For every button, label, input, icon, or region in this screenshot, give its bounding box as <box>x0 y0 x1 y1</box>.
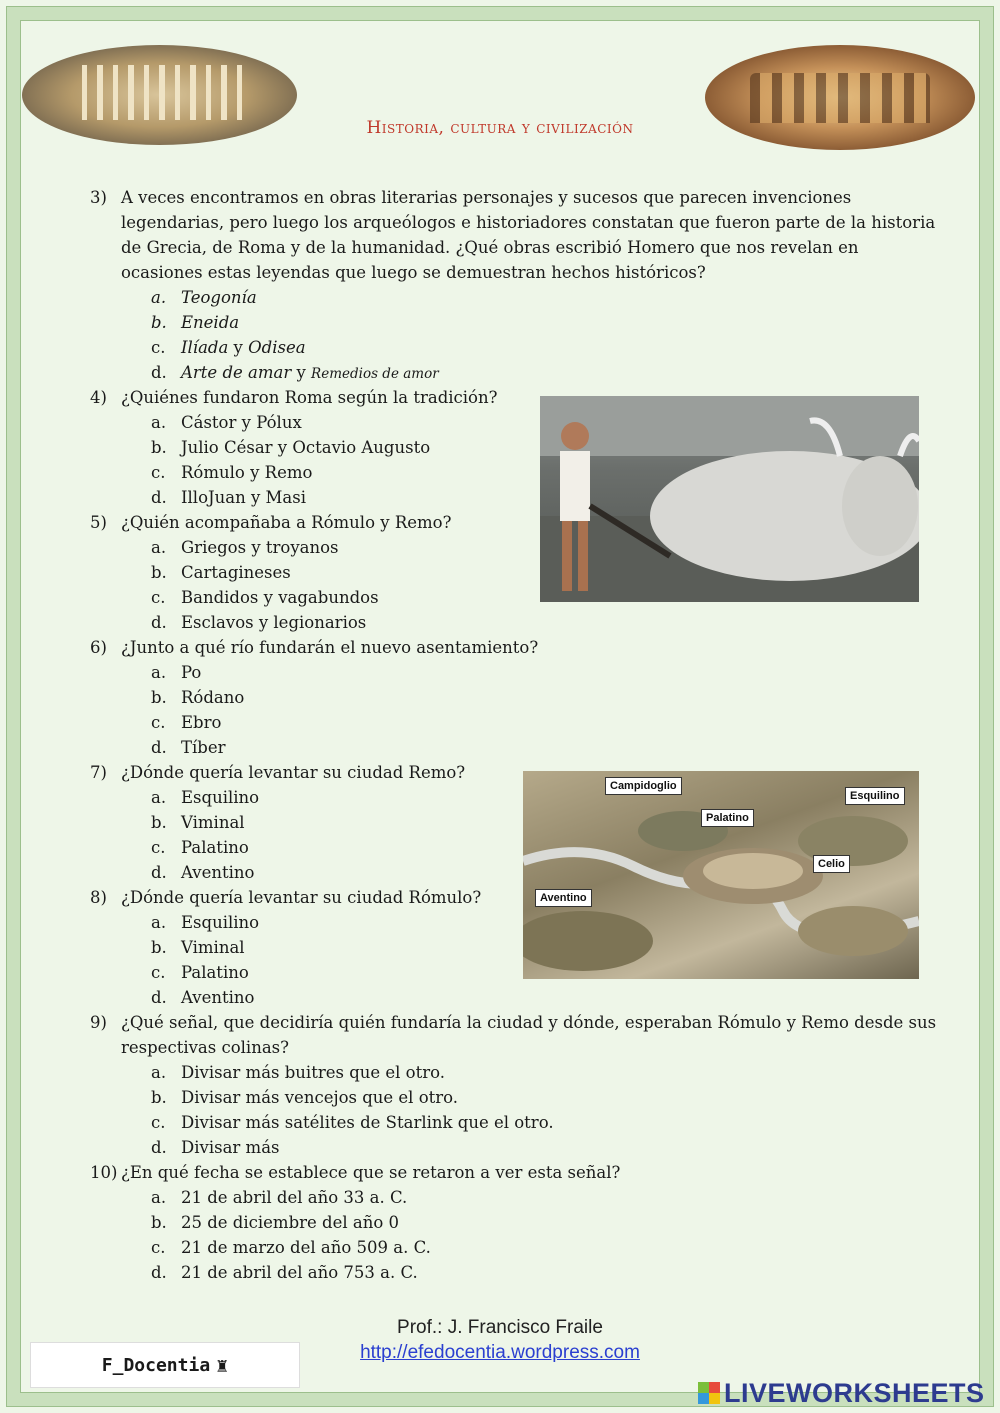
brand-text: LIVEWORKSHEETS <box>724 1377 985 1408</box>
question-9: 9) <box>90 1013 107 1032</box>
option-6a[interactable]: a. Po <box>151 663 202 682</box>
question-10: 10) ¿En qué fecha se establece que se retaron a ver esta señal? <box>90 1163 621 1182</box>
figure-icon: ♜ <box>216 1353 229 1377</box>
option-7a[interactable]: a. Esquilino <box>151 788 260 807</box>
option-8c[interactable]: c. Palatino <box>151 963 249 982</box>
rome-hills-map <box>523 771 919 979</box>
option-9b[interactable]: b. Divisar más vencejos que el otro. <box>151 1088 459 1107</box>
option-5c[interactable]: c. Bandidos y vagabundos <box>151 588 379 607</box>
option-3d[interactable]: d. Arte de amar y Remedios de amor <box>151 363 439 382</box>
question-8: 8) ¿Dónde quería levantar su ciudad Rómulo? <box>90 888 482 907</box>
question-5: 5) ¿Quién acompañaba a Rómulo y Remo? <box>90 513 452 532</box>
option-8d[interactable]: d. Aventino <box>151 988 255 1007</box>
page-title: Historia, cultura y civilización <box>366 118 634 138</box>
option-10d[interactable]: d. 21 de abril del año 753 a. C. <box>151 1263 418 1282</box>
question-7: 7) ¿Dónde quería levantar su ciudad Remo? <box>90 763 466 782</box>
option-5d[interactable]: d. Esclavos y legionarios <box>151 613 367 632</box>
question-9-text: ¿Qué señal, que decidiría quién fundaría la ciudad y dónde, esperaban Rómulo y Remo desde sus respectivas colinas? <box>121 1013 937 1057</box>
ox-plough-photo <box>540 396 919 602</box>
f-docentia-logo <box>30 1342 300 1388</box>
option-8b[interactable]: b. Viminal <box>151 938 245 957</box>
option-6b[interactable]: b. Ródano <box>151 688 245 707</box>
option-8a[interactable]: a. Esquilino <box>151 913 260 932</box>
option-4c[interactable]: c. Rómulo y Remo <box>151 463 313 482</box>
option-10a[interactable]: a. 21 de abril del año 33 a. C. <box>151 1188 408 1207</box>
option-10b[interactable]: b. 25 de diciembre del año 0 <box>151 1213 400 1232</box>
question-3: 3) <box>90 188 107 207</box>
option-4b[interactable]: b. Julio César y Octavio Augusto <box>151 438 431 457</box>
liveworksheets-logo-icon <box>698 1382 720 1404</box>
author-website-link[interactable]: http://efedocentia.wordpress.com <box>360 1342 640 1363</box>
option-7b[interactable]: b. Viminal <box>151 813 245 832</box>
option-6c[interactable]: c. Ebro <box>151 713 222 732</box>
liveworksheets-brand[interactable] <box>698 1378 985 1408</box>
option-3c[interactable]: c. Ilíada y Odisea <box>151 338 306 357</box>
question-4: 4) ¿Quiénes fundaron Roma según la tradición? <box>90 388 498 407</box>
option-5b[interactable]: b. Cartagineses <box>151 563 291 582</box>
option-6d[interactable]: d. Tíber <box>151 738 226 757</box>
option-4a[interactable]: a. Cástor y Pólux <box>151 413 302 432</box>
option-3b[interactable]: b. Eneida <box>151 313 240 332</box>
option-4d[interactable]: d. IlloJuan y Masi <box>151 488 306 507</box>
option-9c[interactable]: c. Divisar más satélites de Starlink que el otro. <box>151 1113 554 1132</box>
map-label-celio: Celio <box>813 855 850 873</box>
option-3a[interactable]: a. Teogonía <box>151 288 257 307</box>
map-label-campidoglio: Campidoglio <box>605 777 682 795</box>
author-credit: Prof.: J. Francisco Fraile <box>397 1317 603 1338</box>
option-10c[interactable]: c. 21 de marzo del año 509 a. C. <box>151 1238 431 1257</box>
question-3-text: A veces encontramos en obras literarias personajes y sucesos que parecen invenciones legendarias, pero luego los arqueólogos e historiadores constatan que fueron parte de la historia de Grecia, de Roma y de la humanidad. ¿Qué obras escribió Homero que nos revelan en ocasiones estas leyendas que luego se demuestran hechos históricos? <box>121 188 936 282</box>
option-7d[interactable]: d. Aventino <box>151 863 255 882</box>
question-6: 6) ¿Junto a qué río fundarán el nuevo asentamiento? <box>90 638 539 657</box>
logo-text: F_Docentia <box>101 1354 211 1376</box>
option-9a[interactable]: a. Divisar más buitres que el otro. <box>151 1063 446 1082</box>
option-5a[interactable]: a. Griegos y troyanos <box>151 538 339 557</box>
option-7c[interactable]: c. Palatino <box>151 838 249 857</box>
option-9d[interactable]: d. Divisar más <box>151 1138 280 1157</box>
map-label-aventino: Aventino <box>535 889 592 907</box>
map-label-esquilino: Esquilino <box>845 787 905 805</box>
map-label-palatino: Palatino <box>701 809 754 827</box>
